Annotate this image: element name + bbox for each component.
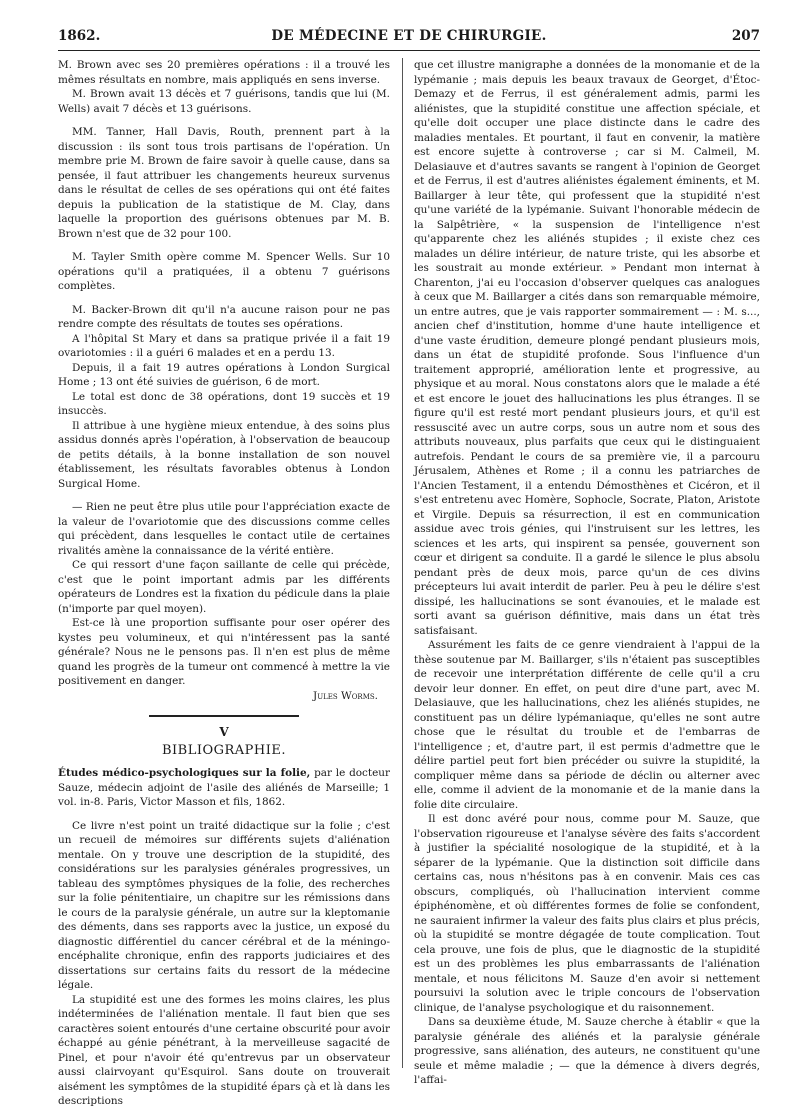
- paragraph: — Rien ne peut être plus utile pour l'appréciation exacte de la valeur de l'ovariotomie que des discussions comme celles qui précèdent, dans lesquelles le contact utile de certaines rivalités amène la connaissance de la vérité entière.: [58, 501, 390, 557]
- paragraph: M. Brown avec ses 20 premières opérations : il a trouvé les mêmes résultats en nombre, mais appliqués en sens inverse.: [58, 59, 390, 86]
- paragraph: Ce qui ressort d'une façon saillante de celle qui précède, c'est que le point important admis par les différents opérateurs de Londres est la fixation du pédicule dans la plaie (n'importe par quel moyen).: [58, 559, 390, 615]
- paragraph: A l'hôpital St Mary et dans sa pratique privée il a fait 19 ovariotomies : il a guéri 6 malades et en a perdu 13.: [58, 332, 390, 359]
- running-header: [58, 24, 760, 51]
- header-year: 1862.: [58, 28, 101, 44]
- header-journal-title: DE MÉDECINE ET DE CHIRURGIE.: [271, 28, 547, 44]
- paragraph: Ce livre n'est point un traité didactique sur la folie ; c'est un recueil de mémoires sur différents sujets d'aliénation mentale. On y trouve une description de la stupidité, des considérations sur les paralysies générales progressives, un tableau des symptômes physiques de la folie, des recherches sur la folie pénitentiaire, un chapitre sur les rémissions dans le cours de la paralysie générale, un autre sur la kleptomanie des déments, dans ses rapports avec la justice, un exposé du diagnostic différentiel du cancer cérébral et de la méningo-encéphalite chronique, enfin des rapports judiciaires et des dissertations sur certains faits du ressort de la médecine légale.: [58, 819, 390, 991]
- book-details: par le docteur Sauze, médecin adjoint de l'asile des aliénés de Marseille; 1 vol. in-8. Paris, Victor Masson et fils, 1862.: [58, 767, 390, 808]
- paragraph: que cet illustre manigraphe a données de la monomanie et de la lypémanie ; mais depuis les beaux travaux de Georget, d'Étoc-Demazy et de Ferrus, il est généralement admis, parmi les aliénistes, que la stupidité constitue une affection spéciale, et qu'elle doit occuper une place distincte dans le cadre des maladies mentales. Et pourtant, il faut en convenir, la matière est encore sujette à controverse ; car si M. Calmeil, M. Delasiauve et d'autres savants se rangent à l'opinion de Georget et de Ferrus, il est d'autres aliénistes également éminents, et M. Baillarger à leur tête, qui professent que la stupidité n'est qu'une variété de la lypémanie. Suivant l'honorable médecin de la Salpêtrière, « la suspension de l'intelligence n'est qu'apparente chez les aliénés stupides ; il existe chez ces malades un délire intérieur, de nature triste, qui les absorbe et les soustrait au monde extérieur. » Pendant mon internat à Charenton, j'ai eu l'occasion d'observer quelques cas analogues à ceux que M. Baillarger a cités dans son remarquable mémoire, un entre autres, que je vais rapporter sommairement — : M. s..., ancien chef d'institution, homme d'une haute intelligence et d'une vaste érudition, demeure plongé pendant plusieurs mois, dans un état de stupidité profonde. Sous l'influence d'un traitement approprié, amélioration lente et progressive, au physique et au moral. Nous constatons alors que le malade a été et est encore le jouet des hallucinations les plus étranges. Il se figure qu'il est resté mort pendant plusieurs jours, et qu'il est ressuscité avec un autre corps, sous un autre nom et sous des attributs nouveaux, plus parfaits que ceux qui le distinguaient autrefois. Pendant le cours de sa première vie, il a parcouru Jérusalem, Athènes et Rome ; il a connu les patriarches de l'Ancien Testament, il a entendu Démosthènes et Cicéron, et il s'est entretenu avec Homère, Sophocle, Socrate, Platon, Aristote et Virgile. Depuis sa résurrection, il est en communication assidue avec trois génies, qui l'instruisent sur les lettres, les sciences et les arts, qui inspirent sa pensée, gouvernent son cœur et dirigent sa conduite. Il a gardé le silence le plus absolu pendant près de deux mois, parce qu'un de ces divins précepteurs lui avait interdit de parler. Peu à peu le délire s'est dissipé, les hallucinations se sont évanouies, et le malade est sorti avant sa guérison définitive, mais dans un état très satisfaisant.: [414, 59, 760, 637]
- paragraph: Assurément les faits de ce genre viendraient à l'appui de la thèse soutenue par M. Baillarger, s'ils n'étaient pas susceptibles de recevoir une interprétation différente de celle qu'il a cru devoir leur donner. En effet, on peut dire d'une part, avec M. Delasiauve, que les hallucinations, chez les aliénés stupides, ne constituent pas un délire lypémaniaque, qu'elles ne sont autre chose que le résultat du trouble et de l'embarras de l'intelligence ; et, d'autre part, il est permis d'admettre que le délire partiel peut fort bien précéder ou suivre la stupidité, la compliquer même dans sa période de déclin ou alterner avec elle, comme il advient de la monomanie et de la manie dans la folie dite circulaire.: [414, 639, 760, 811]
- paragraph: M. Tayler Smith opère comme M. Spencer Wells. Sur 10 opérations qu'il a pratiquées, il a obtenu 7 guérisons complètes.: [58, 251, 390, 292]
- section-title: BIBLIOGRAPHIE.: [161, 742, 287, 758]
- book-title: Études médico-psychologiques sur la folie,: [58, 767, 311, 779]
- section-number: V: [219, 725, 229, 739]
- paragraph: Est-ce là une proportion suffisante pour oser opérer des kystes peu volumineux, et qui n'intéressent pas la santé générale? Nous ne le pensons pas. Il n'en est plus de même quand les progrès de la tumeur ont commencé à mettre la vie positivement en danger.: [58, 617, 390, 687]
- book-reference: [58, 766, 390, 810]
- paragraph: M. Brown avait 13 décès et 7 guérisons, tandis que lui (M. Wells) avait 7 décès et 13 guérisons.: [58, 88, 390, 115]
- section-rule: [149, 715, 299, 717]
- paragraph: M. Backer-Brown dit qu'il n'a aucune raison pour ne pas rendre compte des résultats de toutes ses opérations.: [58, 303, 390, 330]
- paragraph: MM. Tanner, Hall Davis, Routh, prennent part à la discussion : ils sont tous trois partisans de l'opération. Un membre prie M. Brown de faire savoir à quelle cause, dans sa pensée, il faut attribuer les changements heureux survenus dans le résultat de celles de ses opérations qui ont été faites depuis la publication de la statistique de M. Clay, dans laquelle la proportion des guérisons obtenues par M. B. Brown n'est que de 32 pour 100.: [58, 126, 390, 240]
- paragraph: Le total est donc de 38 opérations, dont 19 succès et 19 insuccès.: [58, 390, 390, 417]
- left-column: [58, 58, 390, 1109]
- right-column: [414, 58, 760, 1088]
- paragraph: Depuis, il a fait 19 autres opérations à London Surgical Home ; 13 ont été suivies de guérison, 6 de mort.: [58, 361, 390, 388]
- paragraph: Il attribue à une hygiène mieux entendue, à des soins plus assidus donnés après l'opération, à l'observation de beaucoup de petits détails, à la bonne installation de son nouvel établissement, les résultats favorables obtenus à London Surgical Home.: [58, 419, 390, 490]
- paragraph: Dans sa deuxième étude, M. Sauze cherche à établir « que la paralysie générale des aliénés et la paralysie générale progressive, sans aliénation, des auteurs, ne constituent qu'une seule et même maladie ; — que la démence à divers degrés, l'affai-: [414, 1016, 760, 1086]
- page-number: 207: [731, 28, 760, 44]
- paragraph: Il est donc avéré pour nous, comme pour M. Sauze, que l'observation rigoureuse et l'analyse sévère des faits s'accordent à justifier la spécialité nosologique de la stupidité, et à la séparer de la lypémanie. Que la distinction soit difficile dans certains cas, nous n'hésitons pas à en convenir. Mais ces cas obscurs, compliqués, où l'hallucination intervient comme épiphénomène, et où différentes formes de folie se confondent, ne sauraient infirmer la valeur des faits plus clairs et plus précis, où la stupidité se montre dégagée de toute complication. Tout cela prouve, une fois de plus, que le diagnostic de la stupidité est un des problèmes les plus embarrassants de l'aliénation mentale, et nous félicitons M. Sauze d'en avoir si nettement poursuivi la solution avec le triple concours de l'observation clinique, de l'analyse psychologique et du raisonnement.: [414, 813, 760, 1014]
- column-divider: [402, 58, 403, 1068]
- author-signature: Jules Worms.: [313, 689, 378, 702]
- paragraph: La stupidité est une des formes les moins claires, les plus indéterminées de l'aliénation mentale. Il faut bien que ses caractères soient entourés d'une certaine obscurité pour avoir échappé au génie pénétrant, à la merveilleuse sagacité de Pinel, et pour n'avoir été qu'entrevus par un observateur aussi clairvoyant qu'Esquirol. Sans doute on trouverait aisément les symptômes de la stupidité épars çà et là dans les descriptions: [58, 993, 390, 1107]
